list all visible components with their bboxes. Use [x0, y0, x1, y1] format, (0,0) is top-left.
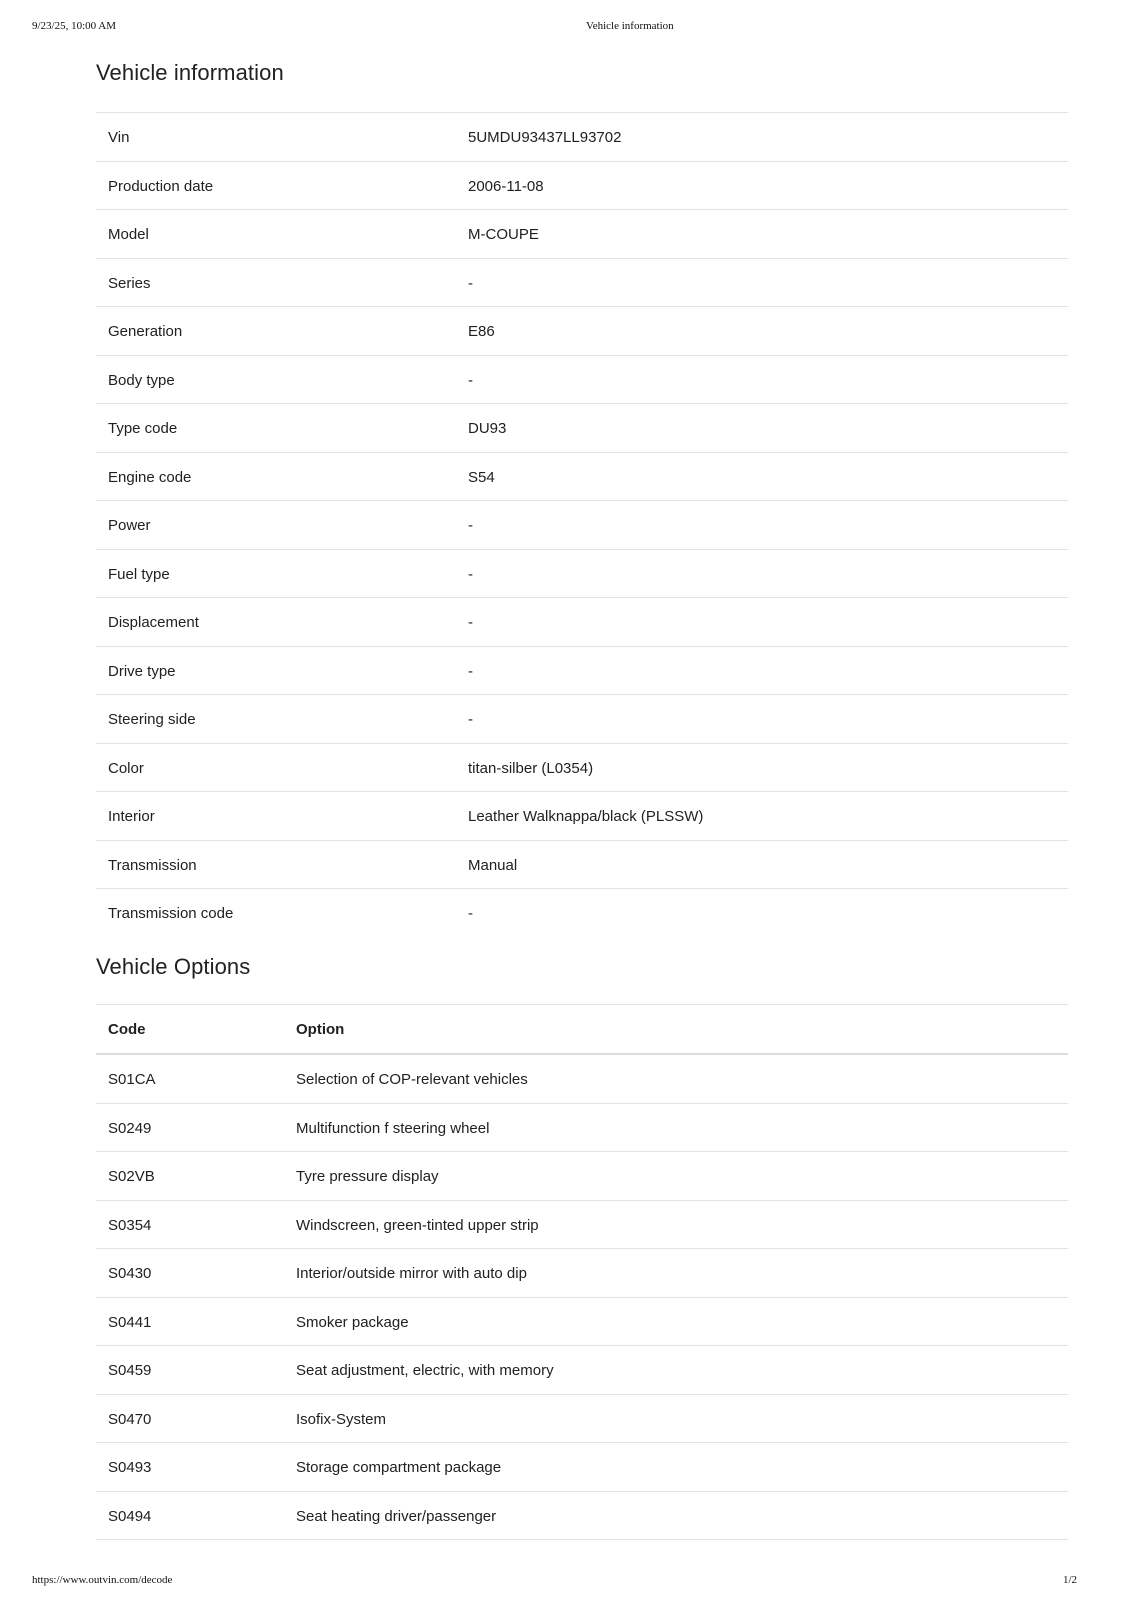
info-value: M-COUPE	[468, 226, 539, 243]
info-value: -	[468, 371, 473, 389]
info-value: DU93	[468, 420, 507, 437]
option-code: S0430	[108, 1265, 152, 1282]
info-value: -	[468, 565, 473, 583]
table-row	[96, 1492, 1068, 1541]
info-label: Series	[108, 274, 151, 292]
print-url: https://www.outvin.com/decode	[32, 1574, 173, 1586]
info-label: Fuel type	[108, 565, 170, 583]
info-value: 2006-11-08	[468, 177, 544, 195]
option-code: S02VB	[108, 1168, 155, 1185]
info-label: Drive type	[108, 662, 176, 680]
option-name: Multifunction f steering wheel	[296, 1119, 490, 1137]
print-page-title: Vehicle information	[586, 20, 674, 32]
option-code: S0249	[108, 1119, 152, 1137]
table-row	[96, 841, 1068, 890]
table-row	[96, 695, 1068, 744]
table-row	[96, 598, 1068, 647]
option-name: Selection of COP-relevant vehicles	[296, 1071, 528, 1088]
print-header	[32, 20, 1077, 34]
table-row	[96, 744, 1068, 793]
table-row	[96, 307, 1068, 356]
info-label: Displacement	[108, 614, 199, 631]
info-label: Steering side	[108, 711, 196, 728]
vehicle-options-table	[96, 1004, 1068, 1540]
table-row	[96, 1201, 1068, 1250]
vehicle-options-title: Vehicle Options	[96, 954, 251, 979]
info-label: Vin	[108, 129, 130, 146]
info-label: Type code	[108, 420, 178, 437]
print-footer	[32, 1574, 1077, 1588]
info-value: -	[468, 517, 473, 534]
option-code: S0470	[108, 1410, 152, 1428]
option-name: Smoker package	[296, 1313, 409, 1331]
table-row	[96, 113, 1068, 162]
info-value: -	[468, 662, 473, 680]
table-row	[96, 647, 1068, 696]
options-table-body	[96, 1055, 1068, 1540]
header-code: Code	[108, 1021, 146, 1038]
vehicle-information-title: Vehicle information	[96, 60, 284, 85]
table-row	[96, 1104, 1068, 1153]
options-table-header	[96, 1005, 1068, 1055]
option-name: Storage compartment package	[296, 1459, 502, 1476]
table-row	[96, 453, 1068, 502]
info-value: E86	[468, 323, 495, 340]
table-row	[96, 259, 1068, 308]
option-code: S0441	[108, 1313, 152, 1331]
info-value: -	[468, 614, 473, 631]
table-row	[96, 889, 1068, 938]
info-value: Manual	[468, 856, 518, 874]
table-row	[96, 356, 1068, 405]
table-row	[96, 1055, 1068, 1104]
table-row	[96, 1346, 1068, 1395]
option-name: Windscreen, green-tinted upper strip	[296, 1216, 539, 1234]
info-label: Transmission	[108, 856, 197, 874]
info-label: Model	[108, 226, 149, 243]
table-row	[96, 404, 1068, 453]
option-name: Tyre pressure display	[296, 1168, 439, 1185]
table-row	[96, 162, 1068, 211]
table-row	[96, 1443, 1068, 1492]
option-code: S01CA	[108, 1071, 156, 1088]
info-label: Color	[108, 759, 144, 777]
info-label: Production date	[108, 177, 214, 195]
table-row	[96, 1395, 1068, 1444]
table-row	[96, 550, 1068, 599]
print-page-number: 1/2	[1062, 1574, 1077, 1586]
info-value: -	[468, 711, 473, 728]
vehicle-information-table	[96, 112, 1068, 938]
info-value: -	[468, 905, 473, 922]
table-row	[96, 1152, 1068, 1201]
header-option: Option	[296, 1021, 345, 1038]
info-label: Power	[108, 517, 151, 534]
table-row	[96, 210, 1068, 259]
info-label: Interior	[108, 808, 155, 825]
print-datetime: 9/23/25, 10:00 AM	[32, 20, 117, 32]
info-value: titan-silber (L0354)	[468, 759, 594, 777]
table-row	[96, 792, 1068, 841]
option-code: S0354	[108, 1216, 152, 1234]
table-row	[96, 501, 1068, 550]
table-row	[96, 1298, 1068, 1347]
option-code: S0494	[108, 1507, 152, 1525]
option-name: Isofix-System	[296, 1410, 387, 1428]
table-row	[96, 1249, 1068, 1298]
info-value: 5UMDU93437LL93702	[468, 129, 622, 146]
info-value: -	[468, 274, 473, 292]
option-code: S0493	[108, 1459, 152, 1476]
info-value: S54	[468, 468, 495, 486]
option-name: Interior/outside mirror with auto dip	[296, 1265, 527, 1282]
info-value: Leather Walknappa/black (PLSSW)	[468, 808, 704, 825]
option-code: S0459	[108, 1362, 152, 1379]
info-label: Transmission code	[108, 905, 234, 922]
option-name: Seat adjustment, electric, with memory	[296, 1362, 554, 1379]
info-label: Body type	[108, 371, 175, 389]
info-label: Engine code	[108, 468, 192, 486]
option-name: Seat heating driver/passenger	[296, 1507, 497, 1525]
info-label: Generation	[108, 323, 183, 340]
